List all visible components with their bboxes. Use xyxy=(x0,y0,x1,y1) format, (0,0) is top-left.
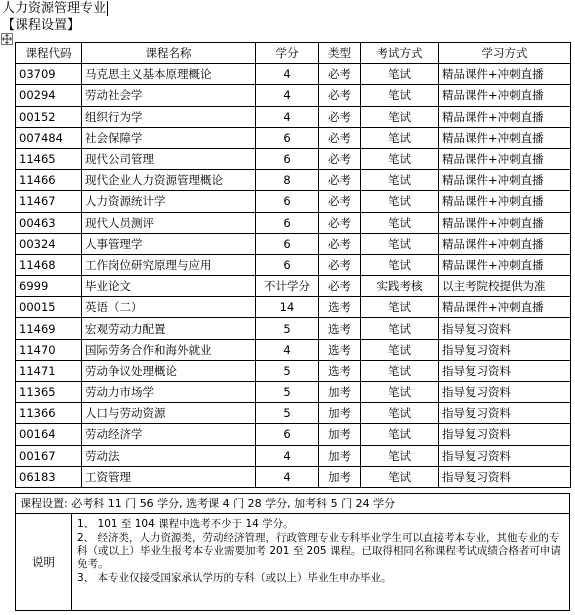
cell-credit: 6 xyxy=(256,148,319,169)
cell-credit: 6 xyxy=(256,424,319,445)
cell-exam: 笔试 xyxy=(361,148,439,169)
cell-code: 11470 xyxy=(16,339,82,360)
cell-study: 精品课件+冲刺直播 xyxy=(439,64,571,85)
cell-type: 必考 xyxy=(319,212,361,233)
cell-code: 03709 xyxy=(16,64,82,85)
cell-code: 00015 xyxy=(16,297,82,318)
table-row xyxy=(16,445,571,466)
cell-exam: 笔试 xyxy=(361,106,439,127)
table-row xyxy=(16,297,571,318)
cell-study: 指导复习资料 xyxy=(439,339,571,360)
cell-code: 00463 xyxy=(16,212,82,233)
cell-name: 人口与劳动资源 xyxy=(82,403,256,424)
cell-type: 加考 xyxy=(319,466,361,487)
cell-credit: 5 xyxy=(256,382,319,403)
table-row xyxy=(16,127,571,148)
cell-exam: 实践考核 xyxy=(361,276,439,297)
cell-exam: 笔试 xyxy=(361,339,439,360)
cell-code: 007484 xyxy=(16,127,82,148)
cell-exam: 笔试 xyxy=(361,212,439,233)
cell-type: 选考 xyxy=(319,339,361,360)
cell-type: 必考 xyxy=(319,85,361,106)
cell-name: 劳动力市场学 xyxy=(82,382,256,403)
table-row xyxy=(16,466,571,487)
cell-type: 加考 xyxy=(319,445,361,466)
cell-name: 劳动经济学 xyxy=(82,424,256,445)
cell-study: 精品课件+冲刺直播 xyxy=(439,297,571,318)
cell-exam: 笔试 xyxy=(361,64,439,85)
cell-exam: 笔试 xyxy=(361,445,439,466)
cell-study: 精品课件+冲刺直播 xyxy=(439,170,571,191)
header-code: 课程代码 xyxy=(16,43,82,64)
cell-type: 必考 xyxy=(319,106,361,127)
section-heading: 【课程设置】 xyxy=(2,18,81,33)
cell-study: 指导复习资料 xyxy=(439,318,571,339)
cell-credit: 4 xyxy=(256,466,319,487)
note-item: 3、 本专业仅接受国家承认学历的专科（或以上）毕业生申办毕业。 xyxy=(77,572,392,584)
cell-credit: 4 xyxy=(256,339,319,360)
cell-exam: 笔试 xyxy=(361,170,439,191)
table-row xyxy=(16,212,571,233)
table-row xyxy=(16,339,571,360)
cell-credit: 5 xyxy=(256,318,319,339)
cell-code: 11365 xyxy=(16,382,82,403)
cell-study: 指导复习资料 xyxy=(439,445,571,466)
cell-credit: 14 xyxy=(256,297,319,318)
cell-study: 精品课件+冲刺直播 xyxy=(439,233,571,254)
cell-credit: 6 xyxy=(256,233,319,254)
cell-study: 指导复习资料 xyxy=(439,360,571,381)
cell-exam: 笔试 xyxy=(361,297,439,318)
cell-code: 6999 xyxy=(16,276,82,297)
cell-study: 指导复习资料 xyxy=(439,466,571,487)
cell-credit: 6 xyxy=(256,127,319,148)
cell-type: 加考 xyxy=(319,403,361,424)
cell-name: 现代企业人力资源管理概论 xyxy=(82,170,256,191)
cell-credit: 6 xyxy=(256,191,319,212)
table-row xyxy=(16,64,571,85)
cell-exam: 笔试 xyxy=(361,85,439,106)
course-table xyxy=(15,42,571,488)
cell-credit: 8 xyxy=(256,170,319,191)
cell-study: 精品课件+冲刺直播 xyxy=(439,106,571,127)
cell-name: 劳动争议处理概论 xyxy=(82,360,256,381)
notes-body xyxy=(77,518,567,586)
header-type: 类型 xyxy=(319,43,361,64)
cell-code: 11467 xyxy=(16,191,82,212)
cell-study: 指导复习资料 xyxy=(439,382,571,403)
cell-type: 必考 xyxy=(319,148,361,169)
cell-code: 11366 xyxy=(16,403,82,424)
cell-type: 必考 xyxy=(319,233,361,254)
cell-name: 劳动法 xyxy=(82,445,256,466)
cell-name: 人事管理学 xyxy=(82,233,256,254)
table-row xyxy=(16,148,571,169)
cell-exam: 笔试 xyxy=(361,382,439,403)
cell-type: 选考 xyxy=(319,318,361,339)
cell-type: 必考 xyxy=(319,127,361,148)
cell-credit: 6 xyxy=(256,254,319,275)
header-credit: 学分 xyxy=(256,43,319,64)
cell-type: 加考 xyxy=(319,424,361,445)
cell-name: 组织行为学 xyxy=(82,106,256,127)
course-summary: 课程设置: 必考科 11 门 56 学分, 选考课 4 门 28 学分, 加考科 5 门 24 学分 xyxy=(15,493,570,513)
table-row xyxy=(16,382,571,403)
cell-code: 11469 xyxy=(16,318,82,339)
table-row xyxy=(16,424,571,445)
cell-name: 人力资源统计学 xyxy=(82,191,256,212)
cell-name: 劳动社会学 xyxy=(82,85,256,106)
cell-code: 00152 xyxy=(16,106,82,127)
cell-code: 11465 xyxy=(16,148,82,169)
cell-credit: 5 xyxy=(256,403,319,424)
cell-code: 11468 xyxy=(16,254,82,275)
header-exam: 考试方式 xyxy=(361,43,439,64)
text-cursor xyxy=(107,1,108,16)
note-item: 2、 经济类，人力资源类，劳动经济管理，行政管理专业专科毕业学生可以直接考本专业，其他专业的专科（或以上）毕业生报考本专业需要加考 201 至 205 课程。已取得相同名称课程考试成绩合格者可申请免考。 xyxy=(77,532,561,570)
cell-credit: 4 xyxy=(256,85,319,106)
cell-credit: 4 xyxy=(256,64,319,85)
cell-exam: 笔试 xyxy=(361,254,439,275)
cell-credit: 5 xyxy=(256,360,319,381)
table-row xyxy=(16,276,571,297)
table-row xyxy=(16,360,571,381)
cell-exam: 笔试 xyxy=(361,360,439,381)
cell-name: 马克思主义基本原理概论 xyxy=(82,64,256,85)
cell-name: 宏观劳动力配置 xyxy=(82,318,256,339)
cell-study: 精品课件+冲刺直播 xyxy=(439,254,571,275)
cell-credit: 4 xyxy=(256,106,319,127)
cell-study: 指导复习资料 xyxy=(439,403,571,424)
cell-name: 社会保障学 xyxy=(82,127,256,148)
cell-type: 加考 xyxy=(319,382,361,403)
cell-credit: 6 xyxy=(256,212,319,233)
table-move-handle-icon[interactable] xyxy=(1,33,13,45)
cell-study: 精品课件+冲刺直播 xyxy=(439,191,571,212)
cell-name: 英语（二） xyxy=(82,297,256,318)
notes-label: 说明 xyxy=(16,514,72,610)
cell-name: 现代公司管理 xyxy=(82,148,256,169)
notes-box xyxy=(15,513,570,611)
page-title xyxy=(2,0,108,17)
cell-type: 必考 xyxy=(319,191,361,212)
cell-credit: 4 xyxy=(256,445,319,466)
table-row xyxy=(16,233,571,254)
cell-study: 精品课件+冲刺直播 xyxy=(439,85,571,106)
cell-name: 工作岗位研究原理与应用 xyxy=(82,254,256,275)
cell-credit: 不计学分 xyxy=(256,276,319,297)
cell-name: 国际劳务合作和海外就业 xyxy=(82,339,256,360)
cell-exam: 笔试 xyxy=(361,127,439,148)
cell-study: 精品课件+冲刺直播 xyxy=(439,212,571,233)
cell-exam: 笔试 xyxy=(361,191,439,212)
note-item: 1、 101 至 104 课程中选考不少于 14 学分。 xyxy=(77,518,294,530)
cell-study: 精品课件+冲刺直播 xyxy=(439,148,571,169)
cell-code: 00164 xyxy=(16,424,82,445)
cell-code: 00294 xyxy=(16,85,82,106)
cell-type: 必考 xyxy=(319,276,361,297)
page-title-text: 人力资源管理专业 xyxy=(2,1,107,16)
header-study: 学习方式 xyxy=(439,43,571,64)
cell-exam: 笔试 xyxy=(361,424,439,445)
cell-type: 必考 xyxy=(319,254,361,275)
cell-exam: 笔试 xyxy=(361,466,439,487)
cell-study: 精品课件+冲刺直播 xyxy=(439,127,571,148)
cell-name: 工资管理 xyxy=(82,466,256,487)
table-row xyxy=(16,191,571,212)
cell-exam: 笔试 xyxy=(361,318,439,339)
cell-study: 指导复习资料 xyxy=(439,424,571,445)
cell-name: 现代人员测评 xyxy=(82,212,256,233)
table-row xyxy=(16,106,571,127)
cell-type: 选考 xyxy=(319,360,361,381)
table-header-row xyxy=(16,43,571,64)
cell-code: 11466 xyxy=(16,170,82,191)
header-name: 课程名称 xyxy=(82,43,256,64)
cell-code: 11471 xyxy=(16,360,82,381)
table-row xyxy=(16,85,571,106)
table-row xyxy=(16,254,571,275)
cell-code: 00167 xyxy=(16,445,82,466)
cell-name: 毕业论文 xyxy=(82,276,256,297)
cell-type: 必考 xyxy=(319,64,361,85)
cell-exam: 笔试 xyxy=(361,233,439,254)
cell-type: 选考 xyxy=(319,297,361,318)
table-row xyxy=(16,318,571,339)
cell-type: 必考 xyxy=(319,170,361,191)
cell-code: 00324 xyxy=(16,233,82,254)
cell-study: 以主考院校提供为准 xyxy=(439,276,571,297)
cell-exam: 笔试 xyxy=(361,403,439,424)
table-row xyxy=(16,403,571,424)
cell-code: 06183 xyxy=(16,466,82,487)
table-row xyxy=(16,170,571,191)
